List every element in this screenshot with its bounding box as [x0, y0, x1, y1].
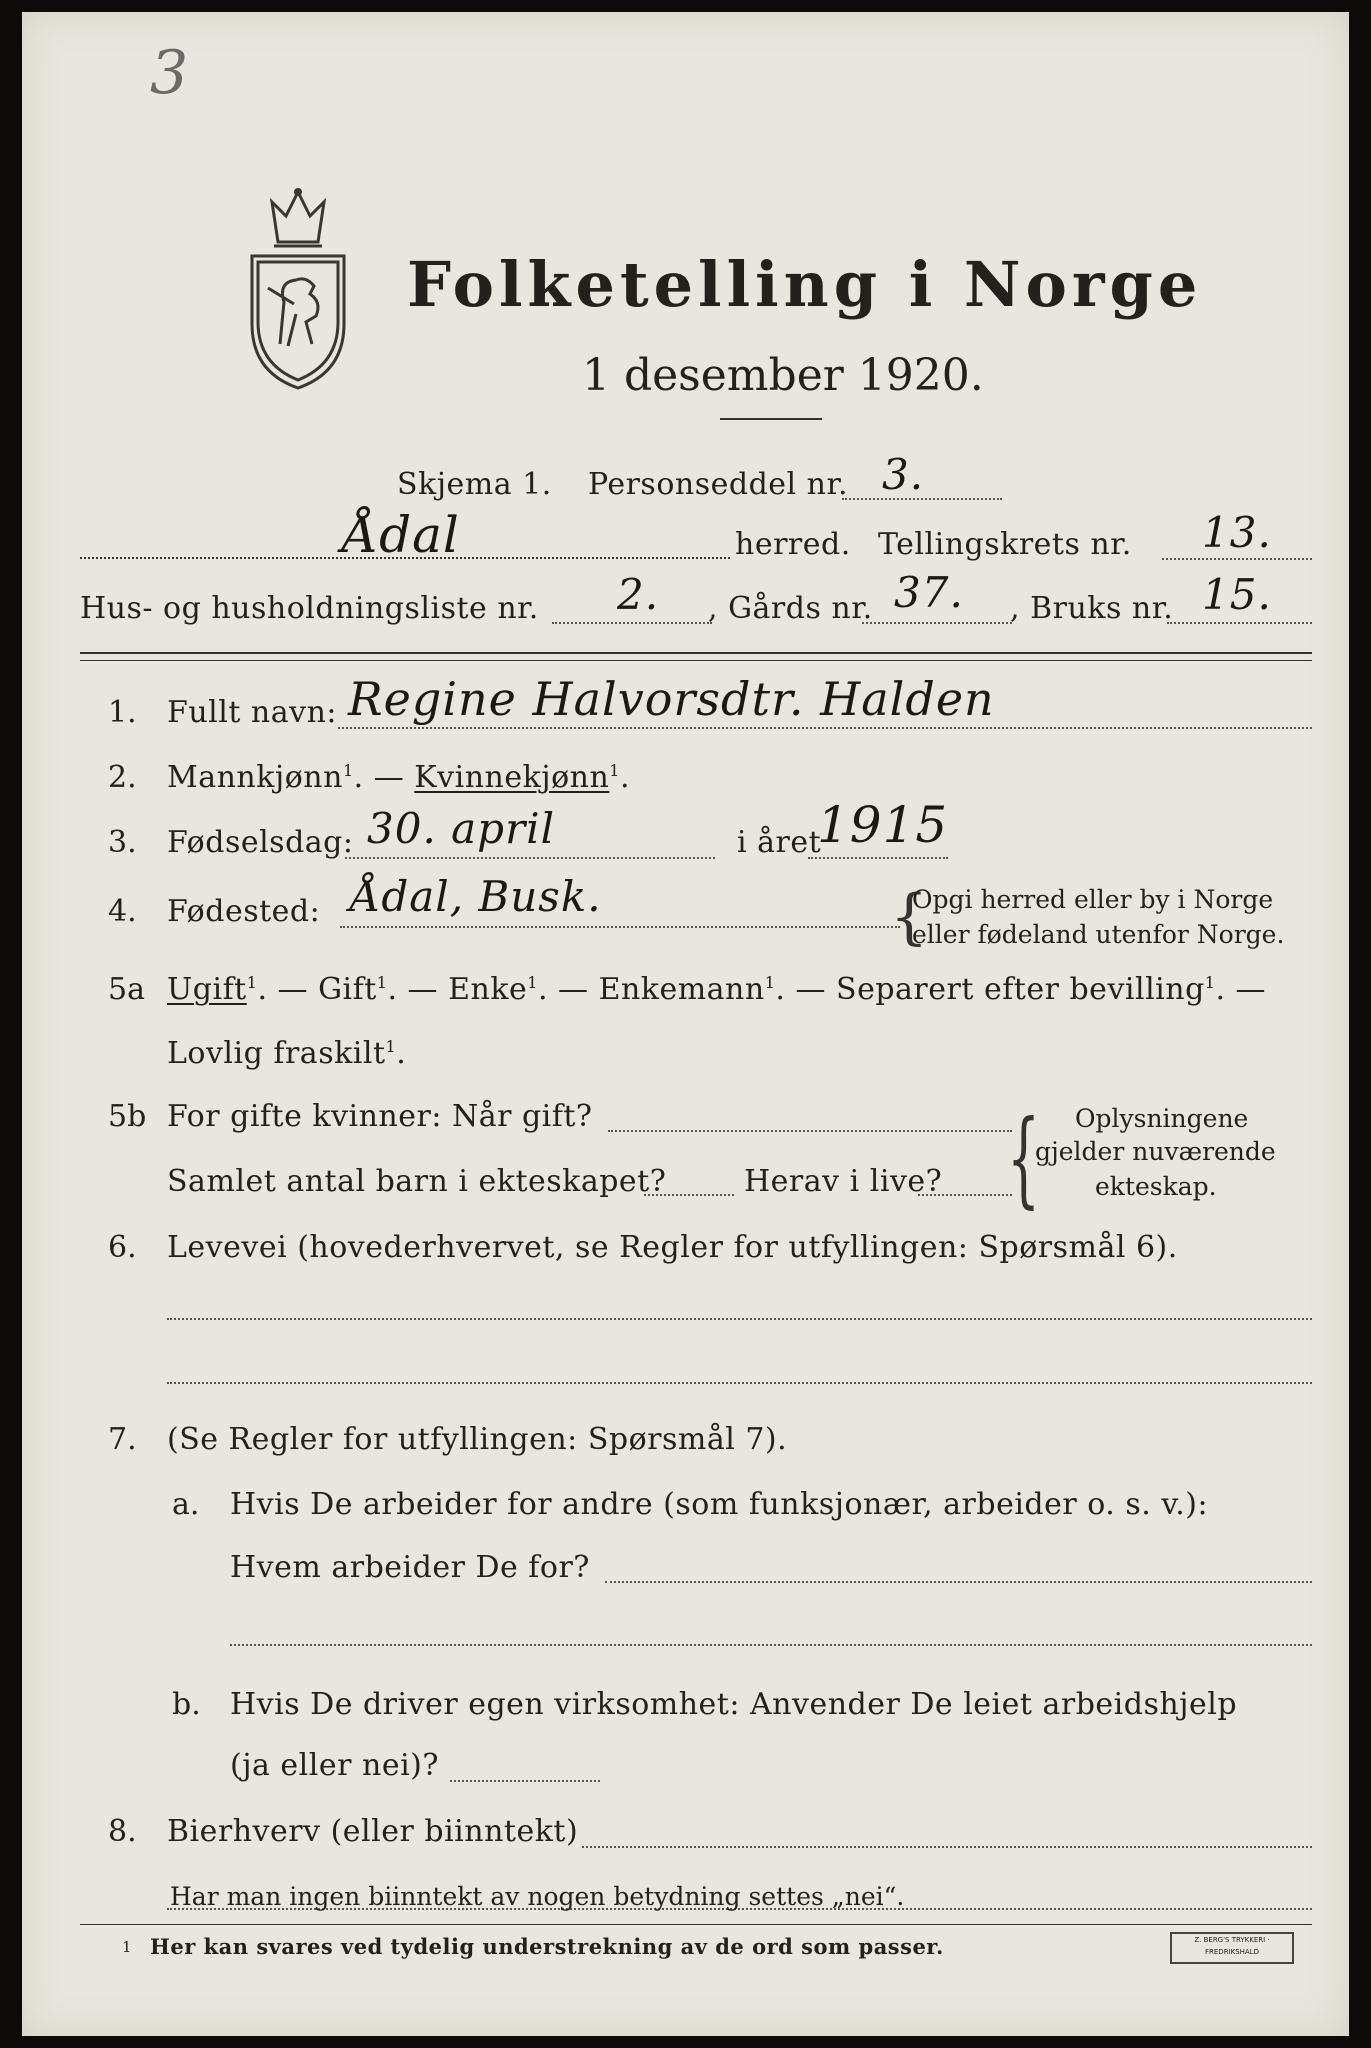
q7a-letter: a. — [172, 1487, 200, 1522]
q6-line-1 — [167, 1318, 1312, 1320]
herred-value: Ådal — [342, 506, 460, 564]
q8-label: Bierhverv (eller biinntekt) — [167, 1814, 579, 1849]
q5b-note-line3: ekteskap. — [1095, 1172, 1217, 1201]
q2-male-sup: 1 — [342, 761, 354, 780]
q5b-label-when: For gifte kvinner: Når gift? — [167, 1099, 593, 1134]
q5a-sup-5: 1 — [1204, 973, 1216, 992]
q4-line — [340, 926, 900, 928]
tellingskrets-value: 13. — [1202, 508, 1272, 557]
q5b-note-brace: { — [1007, 1097, 1041, 1219]
q5a-option-gift: Gift — [318, 972, 377, 1007]
q5a-dash-2: . — — [387, 972, 439, 1007]
title-rule — [720, 418, 822, 420]
q7a-text-2: Hvem arbeider De for? — [230, 1550, 590, 1585]
q4-note-brace: { — [890, 882, 929, 952]
corner-note: 3 — [150, 38, 190, 108]
gards-line — [862, 622, 1012, 624]
q5b-label-children: Samlet antal barn i ekteskapet? — [167, 1164, 667, 1199]
q5a-dash-1: . — — [257, 972, 309, 1007]
section-rule-bottom — [80, 660, 1312, 661]
q5b-note-line2: gjelder nuværende — [1035, 1137, 1276, 1166]
q5a-end: . — [396, 1036, 407, 1071]
personseddel-value: 3. — [882, 450, 925, 499]
q5a-option-enke: Enke — [448, 972, 528, 1007]
footnote-mark: 1 — [122, 1938, 132, 1956]
hus-line — [552, 622, 712, 624]
q5a-sup-1: 1 — [246, 973, 258, 992]
q7b-letter: b. — [172, 1687, 201, 1722]
q1-value: Regine Halvorsdtr. Halden — [348, 672, 995, 726]
q5a-sup-2: 1 — [376, 973, 388, 992]
q5a-dash-3: . — — [537, 972, 589, 1007]
q8-note: Har man ingen biinntekt av nogen betydning settes „nei“. — [170, 1882, 905, 1911]
q4-label: Fødested: — [167, 894, 321, 929]
footnote-rule — [80, 1924, 1312, 1925]
q7a-line-2 — [230, 1644, 1312, 1646]
q5a-sup-6: 1 — [385, 1037, 397, 1056]
q5a-option-fraskilt: Lovlig fraskilt — [167, 1036, 386, 1071]
hus-label: Hus- og husholdningsliste nr. — [80, 591, 539, 626]
coat-of-arms-icon — [244, 184, 352, 392]
q7-label: (Se Regler for utfyllingen: Spørsmål 7). — [167, 1422, 788, 1457]
q5a-dash-4: . — — [775, 972, 826, 1007]
bruks-value: 15. — [1202, 570, 1272, 619]
bruks-label: , Bruks nr. — [1010, 591, 1174, 626]
q8-number: 8. — [108, 1814, 137, 1849]
form-title: Folketelling i Norge — [407, 248, 1203, 321]
bruks-line — [1167, 622, 1312, 624]
q2-end: . — [619, 760, 631, 795]
q2-male-option: Mannkjønn — [167, 760, 343, 795]
q6-line-2 — [167, 1382, 1312, 1384]
printer-stamp: Z. BERG'S TRYKKERI · FREDRIKSHALD — [1170, 1932, 1294, 1964]
q5a-option-enkemann: Enkemann — [598, 972, 765, 1007]
skjema-label: Skjema 1. — [397, 467, 552, 502]
q3-value: 30. april — [367, 804, 556, 853]
q7-number: 7. — [108, 1422, 137, 1457]
footnote-text: Her kan svares ved tydelig understrekning av de ord som passer. — [150, 1934, 944, 1959]
q7b-text-2: (ja eller nei)? — [230, 1748, 439, 1783]
gards-value: 37. — [894, 568, 964, 617]
tellingskrets-label: Tellingskrets nr. — [878, 527, 1132, 562]
q4-note-line2: eller fødeland utenfor Norge. — [912, 920, 1285, 949]
q1-number: 1. — [108, 695, 137, 730]
q3-label: Fødselsdag: — [167, 825, 354, 860]
q3-year-value: 1915 — [817, 796, 949, 854]
q5b-label-alive: Herav i live? — [744, 1164, 943, 1199]
q6-number: 6. — [108, 1230, 137, 1265]
q3-year-line — [808, 857, 948, 859]
q4-note-line1: Opgi herred eller by i Norge — [912, 885, 1274, 914]
personseddel-label: Personseddel nr. — [588, 467, 849, 502]
q7b-line — [450, 1780, 600, 1782]
form-subtitle: 1 desember 1920. — [582, 350, 984, 401]
gards-label: , Gårds nr. — [708, 591, 873, 626]
q2-female-option: Kvinnekjønn — [414, 760, 610, 795]
q4-value: Ådal, Busk. — [350, 872, 602, 921]
q5a-sup-4: 1 — [764, 973, 776, 992]
q6-label: Levevei (hovederhvervet, se Regler for utfyllingen: Spørsmål 6). — [167, 1230, 1178, 1265]
q3-year-label: i året — [737, 825, 822, 860]
q5b-when-line — [608, 1130, 1012, 1132]
q5a-option-ugift: Ugift — [167, 972, 247, 1007]
q5b-children-line — [644, 1194, 734, 1196]
q3-line — [345, 857, 715, 859]
q5b-number: 5b — [108, 1099, 147, 1134]
hus-value: 2. — [617, 570, 660, 619]
q5b-note-line1: Oplysningene — [1075, 1104, 1249, 1133]
q5a-option-separert: Separert efter bevilling — [836, 972, 1205, 1007]
q7a-text: Hvis De arbeider for andre (som funksjonær, arbeider o. s. v.): — [230, 1487, 1209, 1522]
q7b-text: Hvis De driver egen virksomhet: Anvender De leiet arbeidshjelp — [230, 1687, 1238, 1722]
q4-number: 4. — [108, 894, 137, 929]
q2-separator: . — — [353, 760, 405, 795]
q2-text — [167, 760, 630, 795]
section-rule-top — [80, 652, 1312, 654]
q5a-line2 — [167, 1036, 406, 1071]
q7a-line — [605, 1581, 1312, 1583]
census-form — [22, 12, 1349, 2036]
q5a-options — [167, 972, 1266, 1007]
q1-line — [338, 727, 1312, 729]
q2-number: 2. — [108, 760, 137, 795]
herred-label: herred. — [735, 527, 851, 562]
q2-female-sup: 1 — [609, 761, 620, 780]
q5a-number: 5a — [108, 972, 145, 1007]
q3-number: 3. — [108, 825, 137, 860]
q5b-alive-line — [918, 1194, 1012, 1196]
q1-label: Fullt navn: — [167, 695, 338, 730]
q8-line — [582, 1846, 1312, 1848]
q5a-dash-5: . — — [1215, 972, 1267, 1007]
q5a-sup-3: 1 — [527, 973, 538, 992]
tellingskrets-line — [1162, 558, 1312, 560]
